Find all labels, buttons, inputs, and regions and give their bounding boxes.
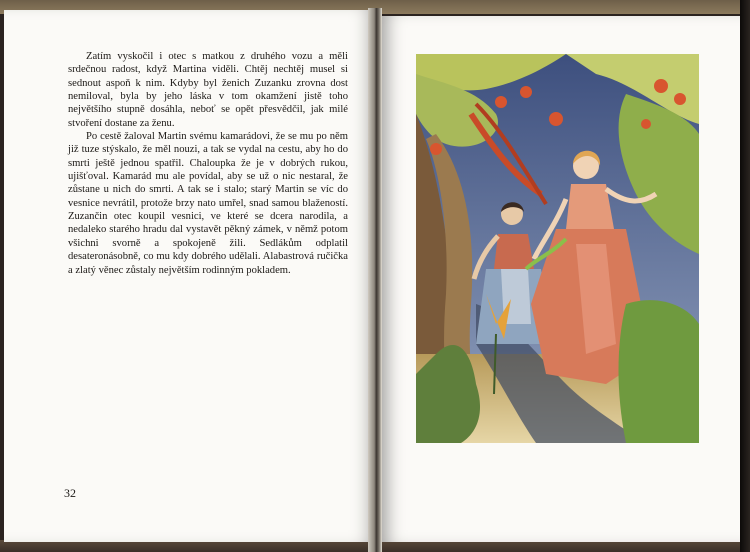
paragraph-2: Po cestě žaloval Martin svému kamarádovi, že se mu po něm již tuze stýskalo, že měl nouzi, a tak se vydal na cestu, aby ho do smrti ještě jednou spatřil. Chaloupka že je v dobrých rukou, ujišťoval. Kamarád mu ale povídal, aby se už o nic nestaral, že zůstane u nich do smrti. A tak se i stalo; starý Martin se víc do vesnice nevrátil, protože brzy nato umřel, snad samou blažeností. Zuzančin otec koupil vesnici, ve které se dcera narodila, a nedaleko starého hradu dal vystavět pěkný zámek, v němž potom všichni svorně a spokojeně žili. Sedlákům odplatil desateronásobně, co mu kdy dobrého udělali. Alabastrová ručička a zlatý věnec zůstaly největším rodinným pokladem. — [68, 131, 348, 276]
bush-right — [619, 300, 700, 443]
illustration-artwork — [416, 54, 699, 443]
apple — [495, 96, 507, 108]
apple — [654, 79, 668, 93]
illustration — [416, 54, 699, 443]
apple — [641, 119, 651, 129]
apple — [520, 86, 532, 98]
left-page — [4, 10, 374, 542]
apple — [430, 143, 442, 155]
apple — [549, 112, 563, 126]
book-gutter — [368, 8, 382, 552]
page-number: 32 — [64, 486, 76, 500]
scan-edge-right — [740, 0, 750, 552]
paragraph-1: Zatím vyskočil i otec s matkou z druhého vozu a měli srdečnou radost, když Martina viděli. Chtěj nechtěj musel si sednout aspoň k nim. Kdyby byl ženich Zuzanku zrovna dost nemiloval, byla by jeho láska v tom okamžení jistě toho největšího stupně dosáhla, neboť se opět přesvědčil, jak milé stvoření dostane za ženu. — [68, 51, 348, 129]
body-text — [68, 50, 348, 277]
apple — [674, 93, 686, 105]
